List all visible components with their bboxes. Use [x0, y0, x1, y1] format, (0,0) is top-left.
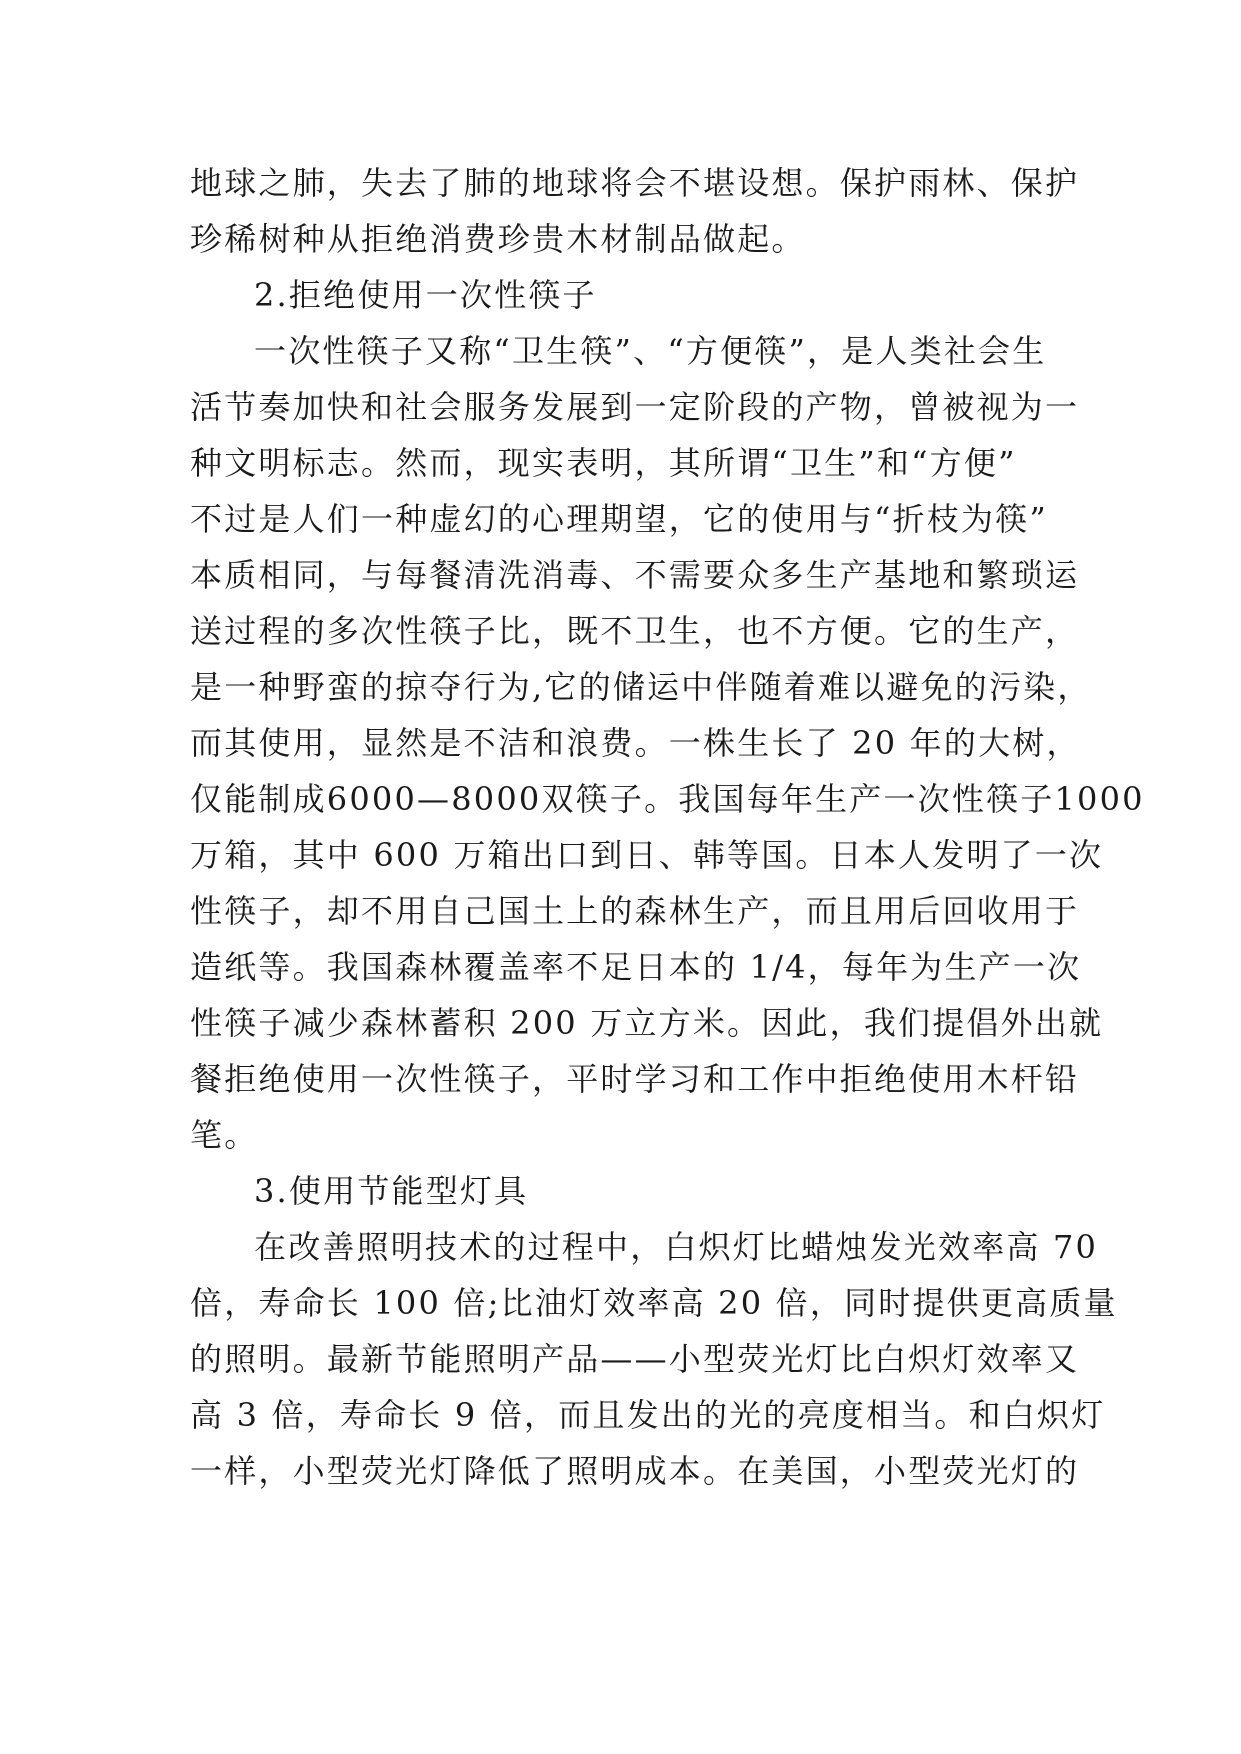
paragraph-line: 珍稀树种从拒绝消费珍贵木材制品做起。: [190, 220, 806, 258]
section-heading: 3.使用节能型灯具: [254, 1172, 529, 1210]
paragraph-line: 倍，寿命长 100 倍;比油灯效率高 20 倍，同时提供更高质量: [190, 1284, 1118, 1322]
paragraph-line: 本质相同，与每餐清洗消毒、不需要众多生产基地和繁琐运: [190, 556, 1080, 594]
paragraph-line: 高 3 倍，寿命长 9 倍，而且发出的光的亮度相当。和白炽灯: [190, 1396, 1106, 1434]
paragraph-line: 是一种野蛮的掠夺行为,它的储运中伴随着难以避免的污染，: [190, 668, 1092, 706]
paragraph-line: 不过是人们一种虚幻的心理期望，它的使用与“折枝为筷”: [190, 500, 1048, 538]
paragraph-line: 性筷子减少森林蓄积 200 万立方米。因此，我们提倡外出就: [190, 1004, 1104, 1042]
paragraph-line: 种文明标志。然而，现实表明，其所谓“卫生”和“方便”: [190, 444, 1017, 482]
paragraph-line: 一次性筷子又称“卫生筷”、“方便筷”，是人类社会生: [254, 332, 1047, 370]
paragraph-line: 而其使用，显然是不洁和浪费。一株生长了 20 年的大树，: [190, 724, 1081, 762]
paragraph-line: 在改善照明技术的过程中，白炽灯比蜡烛发光效率高 70: [254, 1228, 1099, 1266]
section-heading: 2.拒绝使用一次性筷子: [254, 276, 597, 314]
paragraph-line: 一样，小型荧光灯降低了照明成本。在美国，小型荧光灯的: [190, 1452, 1080, 1490]
paragraph-line: 万箱，其中 600 万箱出口到日、韩等国。日本人发明了一次: [190, 836, 1104, 874]
paragraph-line: 地球之肺，失去了肺的地球将会不堪设想。保护雨林、保护: [190, 164, 1080, 202]
paragraph-line: 餐拒绝使用一次性筷子，平时学习和工作中拒绝使用木杆铅: [190, 1060, 1080, 1098]
paragraph-line: 仅能制成6000—8000双筷子。我国每年生产一次性筷子1000: [190, 780, 1145, 818]
paragraph-line: 活节奏加快和社会服务发展到一定阶段的产物，曾被视为一: [190, 388, 1080, 426]
paragraph-line: 的照明。最新节能照明产品——小型荧光灯比白炽灯效率又: [190, 1340, 1080, 1378]
paragraph-line: 笔。: [190, 1116, 259, 1154]
paragraph-line: 性筷子，却不用自己国土上的森林生产，而且用后回收用于: [190, 892, 1080, 930]
document-page: [190, 155, 1145, 1499]
paragraph-line: 造纸等。我国森林覆盖率不足日本的 1/4，每年为生产一次: [190, 948, 1082, 986]
paragraph-line: 送过程的多次性筷子比，既不卫生，也不方便。它的生产，: [190, 612, 1080, 650]
